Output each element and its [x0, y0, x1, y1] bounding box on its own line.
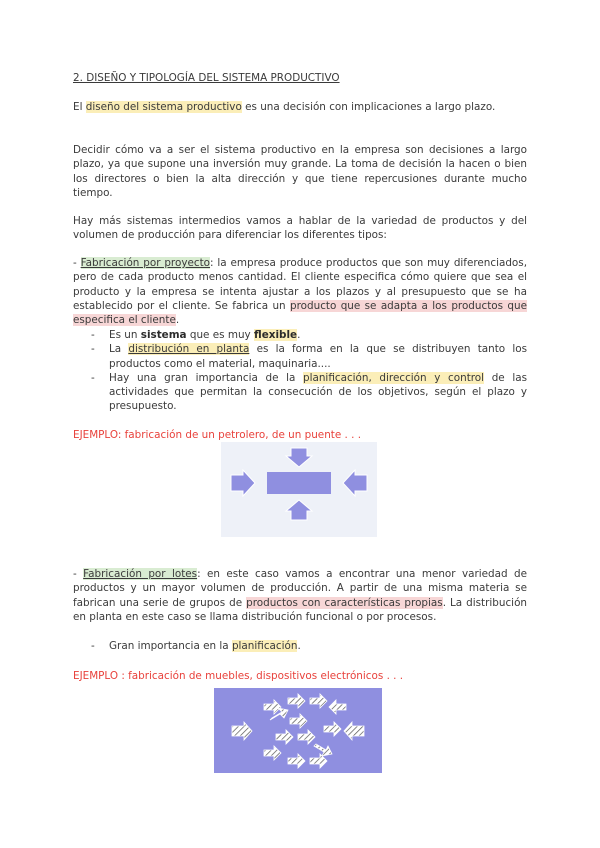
batch-term: Fabricación por lotes — [83, 568, 198, 580]
section-heading: 2. DISEÑO Y TIPOLOGÍA DEL SISTEMA PRODUCTIVO — [73, 72, 340, 84]
intro-highlight: diseño del sistema productivo — [85, 101, 242, 113]
decision-paragraph: Decidir cómo va a ser el sistema productivo en la empresa son decisiones a largo plazo, ya que supone una inversión muy grande. La toma de decisión la hacen o bien los directores o bien la alta dirección y que tiene repercusiones durante mucho tiempo. — [73, 144, 527, 199]
project-production-diagram — [221, 442, 377, 537]
product-block — [267, 472, 331, 494]
intermediate-systems-paragraph: Hay más sistemas intermedios vamos a hablar de la variedad de productos y del volumen de producción para diferenciar los diferentes tipos: — [73, 215, 527, 242]
project-paragraph: - Fabricación por proyecto: la empresa produce productos que son muy diferenciados, pero de cada producto menos cantidad. El cliente especifica cómo quiere que sea el producto y la empresa se intenta ajustar a los plazos y al presupuesto que se ha establecido por el cliente. Se fabrica un producto que se adapta a los productos que especifica el cliente. — [73, 257, 528, 327]
project-term: Fabricación por proyecto — [80, 257, 211, 269]
list-item: - La distribución en planta es la forma en la que se distribuyen tanto los productos como el material, maquinaria.... — [89, 342, 527, 371]
project-bullet-list — [89, 328, 527, 414]
batch-paragraph: - Fabricación por lotes: en este caso vamos a encontrar una menor variedad de productos y un mayor volumen de producción. A partir de una misma materia se fabrican una serie de grupos de productos con características propias. La distribución en planta en este caso se llama distribución funcional o por procesos. — [73, 568, 528, 623]
list-item: - Gran importancia en la planificación. — [89, 639, 527, 653]
batch-production-diagram — [214, 688, 382, 773]
project-example: EJEMPLO: fabricación de un petrolero, de un puente . . . — [73, 429, 362, 441]
list-item: - Hay una gran importancia de la planificación, dirección y control de las actividades que permitan la consecución de los objetivos, según el plazo y presupuesto. — [89, 371, 527, 414]
batch-bullet-list — [89, 639, 527, 653]
list-item: - Es un sistema que es muy flexible. — [89, 328, 527, 342]
batch-highlight: productos con características propias — [246, 596, 443, 609]
project-highlight: producto que se adapta a los productos que especifica el cliente — [73, 299, 527, 327]
batch-example: EJEMPLO : fabricación de muebles, dispositivos electrónicos . . . — [73, 670, 404, 682]
intro-paragraph: El diseño del sistema productivo es una decisión con implicaciones a largo plazo. — [73, 101, 496, 113]
